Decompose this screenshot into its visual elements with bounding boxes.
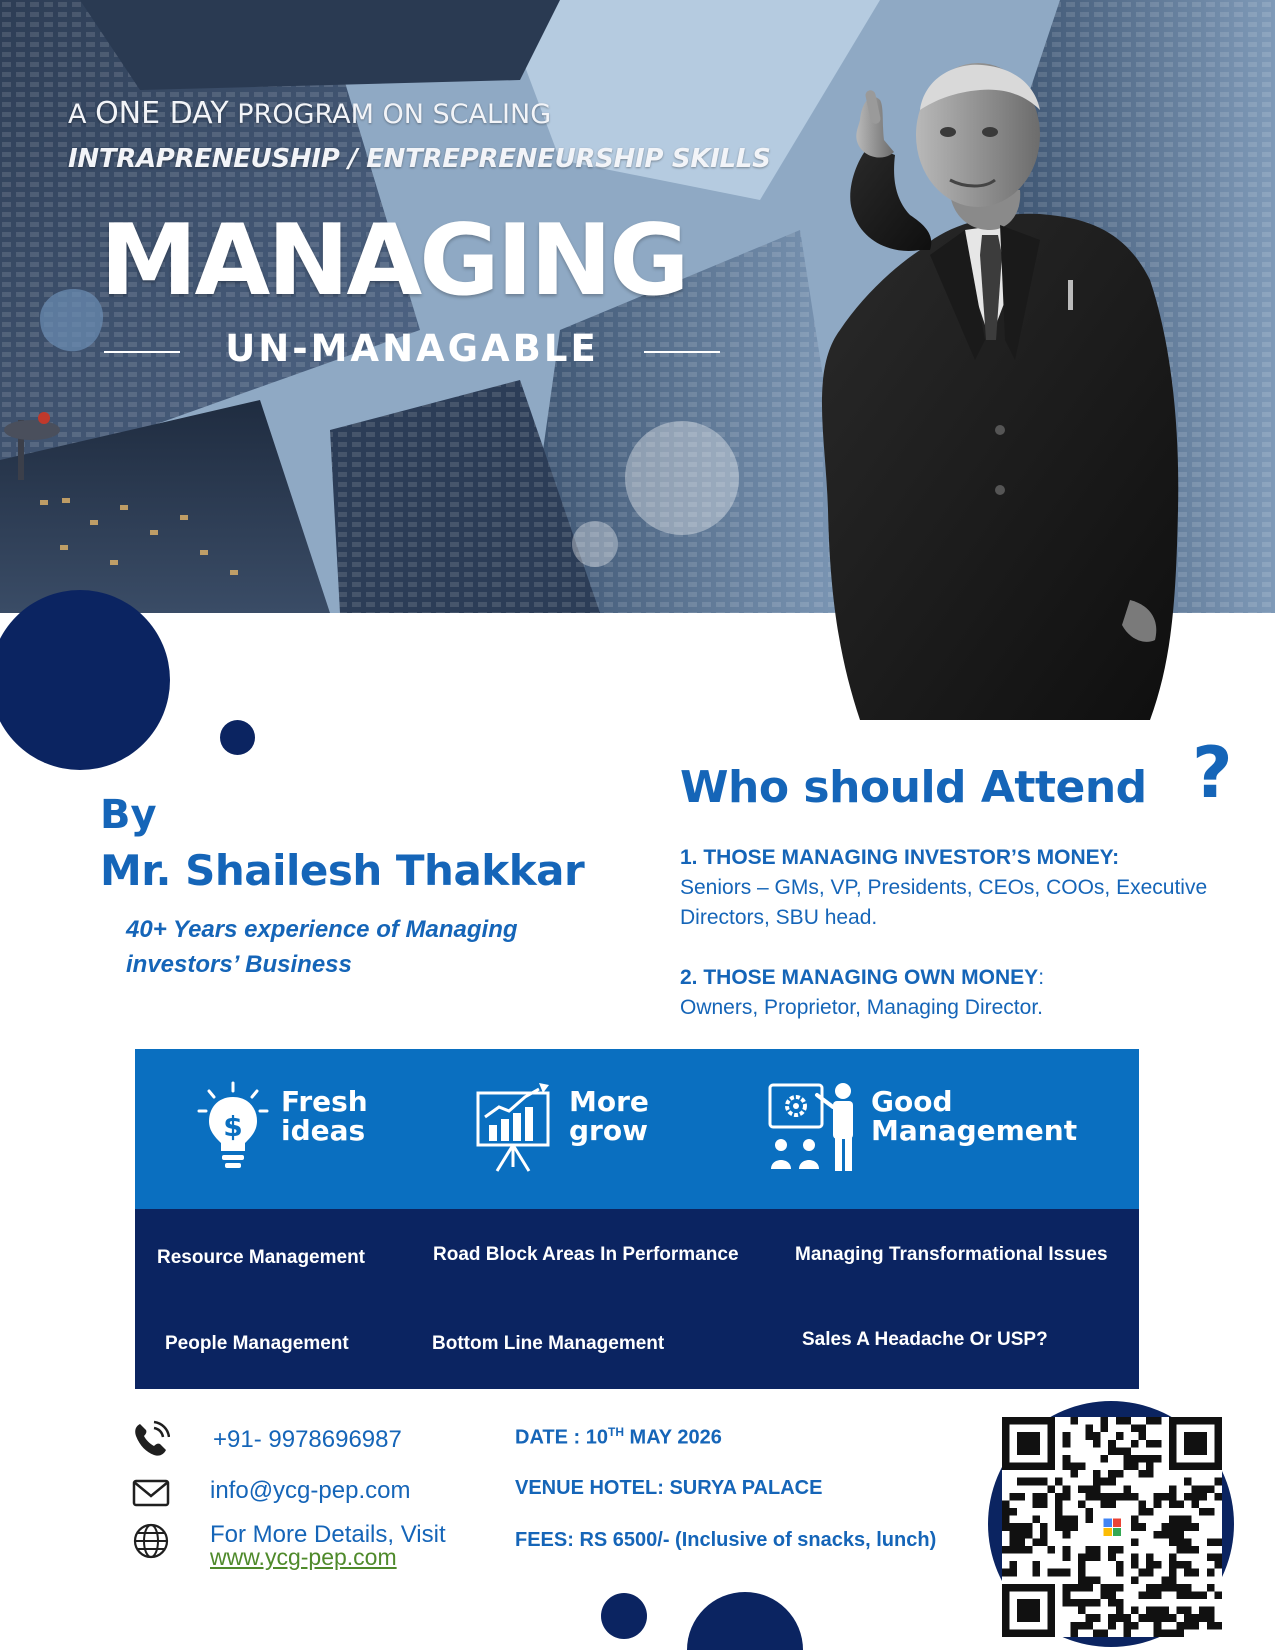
growth-chart-icon bbox=[475, 1081, 553, 1173]
svg-text:$: $ bbox=[223, 1110, 243, 1143]
topic-item: People Management bbox=[165, 1333, 349, 1354]
hero-title: MANAGING bbox=[100, 204, 687, 318]
hero-subtitle: UN-MANAGABLE bbox=[225, 327, 599, 370]
question-mark-icon: ? bbox=[1192, 732, 1233, 814]
feature-more-grow bbox=[475, 1081, 715, 1181]
date-prefix: DATE : 10 bbox=[515, 1426, 608, 1449]
feature-label: Fresh ideas bbox=[281, 1085, 368, 1147]
by-label: By bbox=[100, 792, 157, 838]
topic-item: Bottom Line Management bbox=[432, 1333, 665, 1354]
decor-circle-bottom-small bbox=[601, 1593, 647, 1639]
phone-icon bbox=[132, 1420, 170, 1458]
speaker-photo bbox=[800, 40, 1220, 720]
date-month-year: MAY 2026 bbox=[623, 1426, 722, 1449]
feature-band bbox=[135, 1049, 1139, 1209]
feature-good-management bbox=[767, 1081, 1127, 1181]
attendee-group-text: Seniors – GMs, VP, Presidents, CEOs, COOs, Executive Directors, SBU head. bbox=[680, 876, 1208, 929]
qr-code[interactable] bbox=[1002, 1417, 1222, 1637]
tagline-a: A bbox=[68, 99, 96, 130]
who-should-attend-heading: Who should Attend bbox=[680, 762, 1147, 813]
event-venue: VENUE HOTEL: SURYA PALACE bbox=[515, 1477, 823, 1499]
phone-number[interactable]: +91- 9978696987 bbox=[213, 1426, 402, 1453]
hero-tagline-line2: INTRAPRENEUSHIP / ENTREPRENEURSHIP SKILLS bbox=[68, 144, 771, 174]
mail-icon bbox=[132, 1478, 170, 1508]
globe-icon bbox=[132, 1522, 170, 1560]
topic-item: Sales A Headache Or USP? bbox=[802, 1329, 1048, 1350]
tagline-one-day: ONE DAY bbox=[95, 96, 229, 131]
topic-item: Resource Management bbox=[157, 1247, 366, 1268]
lightbulb-dollar-icon bbox=[195, 1081, 271, 1173]
hero-subtitle-wrap bbox=[104, 327, 720, 373]
attendee-group-owners bbox=[680, 963, 1240, 1023]
feature-fresh-ideas bbox=[195, 1081, 435, 1181]
feature-label: Good Management bbox=[871, 1085, 1078, 1147]
subtitle-rule-right bbox=[644, 351, 720, 353]
presentation-icon bbox=[767, 1081, 863, 1173]
attendee-group-text: Owners, Proprietor, Managing Director. bbox=[680, 996, 1043, 1019]
feature-label: More grow bbox=[569, 1085, 649, 1147]
tagline-c: PROGRAM ON SCALING bbox=[228, 99, 552, 130]
event-fees: FEES: RS 6500/- (Inclusive of snacks, lunch) bbox=[515, 1529, 937, 1551]
subtitle-rule-left bbox=[104, 351, 180, 353]
decor-circle-small bbox=[220, 720, 255, 755]
date-suffix-sup: TH bbox=[607, 1425, 624, 1439]
speaker-name: Mr. Shailesh Thakkar bbox=[100, 846, 585, 895]
speaker-experience: 40+ Years experience of Managing investors’ Business bbox=[126, 916, 518, 978]
topics-grid bbox=[135, 1209, 1139, 1389]
qr-code-image bbox=[1002, 1417, 1222, 1637]
topic-item: Road Block Areas In Performance bbox=[433, 1244, 739, 1265]
visit-text: For More Details, Visit bbox=[210, 1521, 446, 1548]
attendee-group-title: 2. THOSE MANAGING OWN MONEY bbox=[680, 966, 1039, 989]
event-date bbox=[515, 1425, 722, 1450]
attendee-group-investors bbox=[680, 843, 1240, 933]
website-link[interactable]: www.ycg-pep.com bbox=[210, 1544, 397, 1570]
hero-tagline-line1 bbox=[68, 96, 551, 131]
attendee-group-title: 1. THOSE MANAGING INVESTOR’S MONEY: bbox=[680, 846, 1120, 869]
topic-item: Managing Transformational Issues bbox=[795, 1244, 1108, 1265]
attendee-group-title-suffix: : bbox=[1038, 966, 1045, 989]
decor-circle-bottom-large bbox=[687, 1592, 803, 1650]
email-address[interactable]: info@ycg-pep.com bbox=[210, 1477, 411, 1504]
decor-circle-large bbox=[0, 590, 170, 770]
